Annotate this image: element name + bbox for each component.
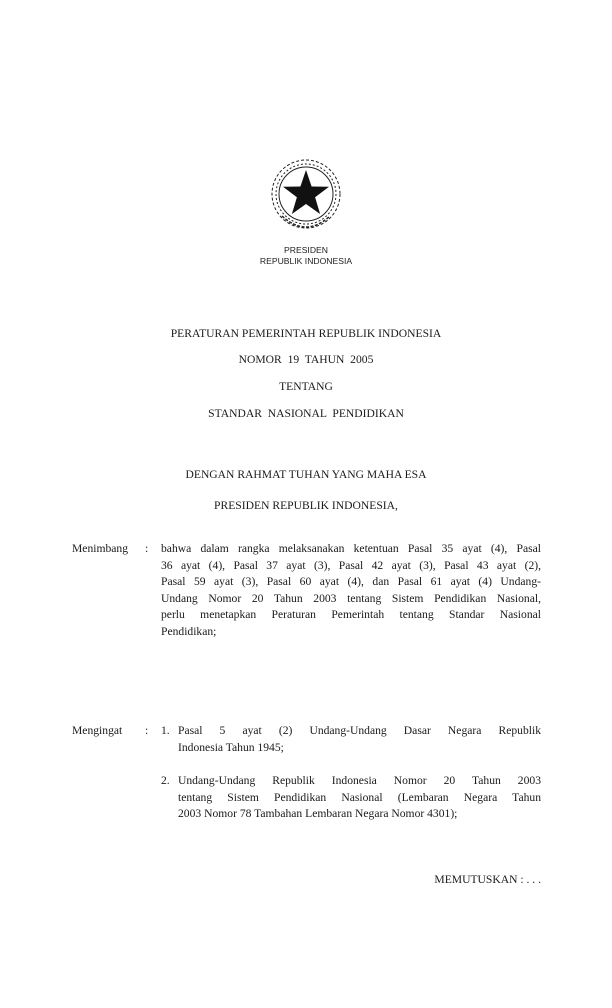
menimbang-line: perlu menetapkan Peraturan Pemerintah tentang Standar Nasional xyxy=(161,608,541,621)
mengingat-label: Mengingat xyxy=(72,724,123,737)
list-item-line: Undang-Undang Republik Indonesia Nomor 20 Tahun 2003 xyxy=(178,774,541,787)
list-item-line: 2003 Nomor 78 Tambahan Lembaran Negara Nomor 4301); xyxy=(178,807,458,820)
menimbang-label: Menimbang xyxy=(72,542,129,555)
mengingat-colon: : xyxy=(145,724,149,737)
list-item-line: Pasal 5 ayat (2) Undang-Undang Dasar Negara Republik xyxy=(178,724,541,737)
continuation-marker: MEMUTUSKAN : . . . xyxy=(434,873,541,886)
regulation-number: NOMOR 19 TAHUN 2005 xyxy=(238,353,374,366)
preamble-rahmat: DENGAN RAHMAT TUHAN YANG MAHA ESA xyxy=(185,468,427,481)
regulation-tentang: TENTANG xyxy=(279,380,333,393)
garuda-star-emblem-icon xyxy=(268,156,344,236)
emblem-caption-presiden: PRESIDEN xyxy=(284,245,328,255)
regulation-subject: STANDAR NASIONAL PENDIDIKAN xyxy=(208,407,404,420)
menimbang-colon: : xyxy=(145,542,149,555)
preamble-presiden: PRESIDEN REPUBLIK INDONESIA, xyxy=(214,499,398,512)
list-item-line: tentang Sistem Pendidikan Nasional (Lembaran Negara Tahun xyxy=(178,790,541,804)
menimbang-line: Undang Nomor 20 Tahun 2003 tentang Sistem Pendidikan Nasional, xyxy=(161,591,541,605)
menimbang-line: 36 ayat (4), Pasal 37 ayat (3), Pasal 42 ayat (3), Pasal 43 ayat (2), xyxy=(161,558,541,572)
list-item-number: 1. xyxy=(161,724,170,737)
menimbang-line: Pendidikan; xyxy=(161,624,217,638)
emblem-caption-republik: REPUBLIK INDONESIA xyxy=(259,256,353,266)
list-item-number: 2. xyxy=(161,774,170,787)
menimbang-line: Pasal 59 ayat (3), Pasal 60 ayat (4), dan Pasal 61 ayat (4) Undang- xyxy=(161,575,541,588)
menimbang-line: bahwa dalam rangka melaksanakan ketentuan Pasal 35 ayat (4), Pasal xyxy=(161,542,541,555)
regulation-title: PERATURAN PEMERINTAH REPUBLIK INDONESIA xyxy=(170,327,442,340)
state-emblem xyxy=(268,156,344,236)
list-item-line: Indonesia Tahun 1945; xyxy=(178,740,284,754)
